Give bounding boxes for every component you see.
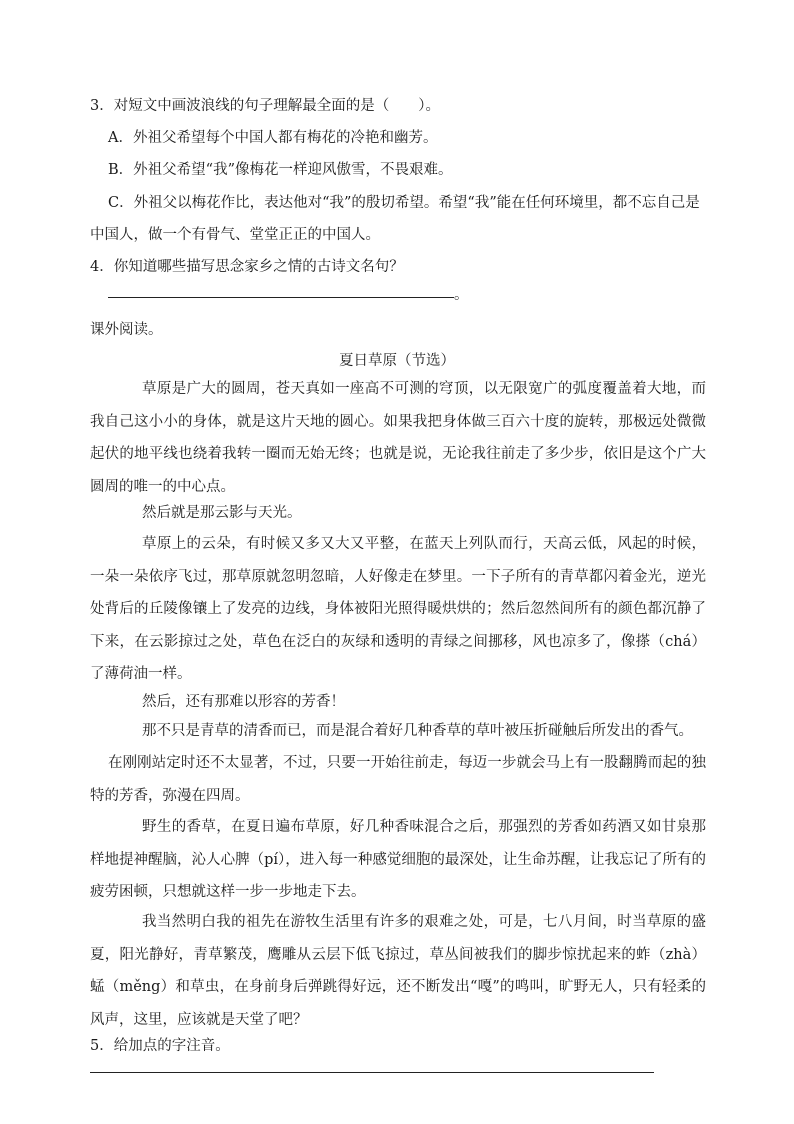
article-paragraph-2: 然后就是那云影与天光。 [142, 505, 302, 521]
q3-option-c-line1: C．外祖父以梅花作比，表达他对“我”的殷切希望。希望“我”能在任何环境里，都不忘自己是 [108, 195, 700, 211]
q4-stem: 4．你知道哪些描写思念家乡之情的古诗文名句？ [90, 259, 404, 275]
article-paragraph-5-rest: 在刚刚站定时还不太显著，不过，只要一开始往前走，每迈一步就会马上有一股翻腾而起的独特的芳香，弥漫在四周。 [90, 755, 706, 804]
article-paragraph-7: 我当然明白我的祖先在游牧生活里有许多的艰难之处，可是，七八月间，时当草原的盛夏，阳光静好，青草繁茂，鹰雕从云层下低飞掠过，草丛间被我们的脚步惊扰起来的蚱（zhà）蜢（měng）和草虫，在身前身后弹跳得好远，还不断发出“嘎”的鸣叫，旷野无人，只有轻柔的风声，这里，应该就是天堂了吧？ [90, 914, 706, 1028]
section-label: 课外阅读。 [90, 322, 163, 338]
q3-option-a: A．外祖父希望每个中国人都有梅花的冷艳和幽芳。 [108, 130, 438, 146]
q5-stem: 5．给加点的字注音。 [90, 1038, 230, 1054]
article-paragraph-3: 草原上的云朵，有时候又多又大又平整，在蓝天上列队而行，天高云低，风起的时候，一朵一朵依序飞过，那草原就忽明忽暗，人好像走在梦里。一下子所有的青草都闪着金光，逆光处背后的丘陵像镶上了发亮的边线，身体被阳光照得暖烘烘的；然后忽然间所有的颜色都沉静了下来，在云影掠过之处，草色在泛白的灰绿和透明的青绿之间挪移，风也凉多了，像搽（chá）了薄荷油一样。 [90, 536, 706, 682]
q5-answer-line[interactable] [90, 1072, 654, 1073]
article-paragraph-6: 野生的香草，在夏日遍布草原，好几种香味混合之后，那强烈的芳香如药酒又如甘泉那样地提神醒脑，沁人心脾（pí），进入每一种感觉细胞的最深处，让生命苏醒，让我忘记了所有的疲劳困顿，只想就这样一步一步地走下去。 [90, 819, 706, 900]
article-paragraph-4: 然后，还有那难以形容的芳香！ [142, 694, 345, 710]
q3-option-c-line2: 中国人，做一个有骨气、堂堂正正的中国人。 [90, 227, 380, 243]
article-title: 夏日草原（节选） [339, 353, 455, 369]
q3-option-b: B．外祖父希望“我”像梅花一样迎风傲雪，不畏艰难。 [108, 162, 453, 178]
q3-stem: 3．对短文中画波浪线的句子理解最全面的是（ ）。 [90, 98, 440, 114]
article-paragraph-5-line1: 那不只是青草的清香而已，而是混合着好几种香草的草叶被压折碰触后所发出的香气。 [142, 723, 693, 739]
q4-answer-end-mark: 。 [454, 287, 469, 303]
q4-answer-line[interactable] [108, 297, 454, 298]
article-paragraph-1: 草原是广大的圆周，苍天真如一座高不可测的穹顶，以无限宽广的弧度覆盖着大地，而我自己这小小的身体，就是这片天地的圆心。如果我把身体做三百六十度的旋转，那极远处微微起伏的地平线也绕着我转一圈而无始无终；也就是说，无论我往前走了多少步，依旧是这个广大圆周的唯一的中心点。 [90, 381, 706, 495]
